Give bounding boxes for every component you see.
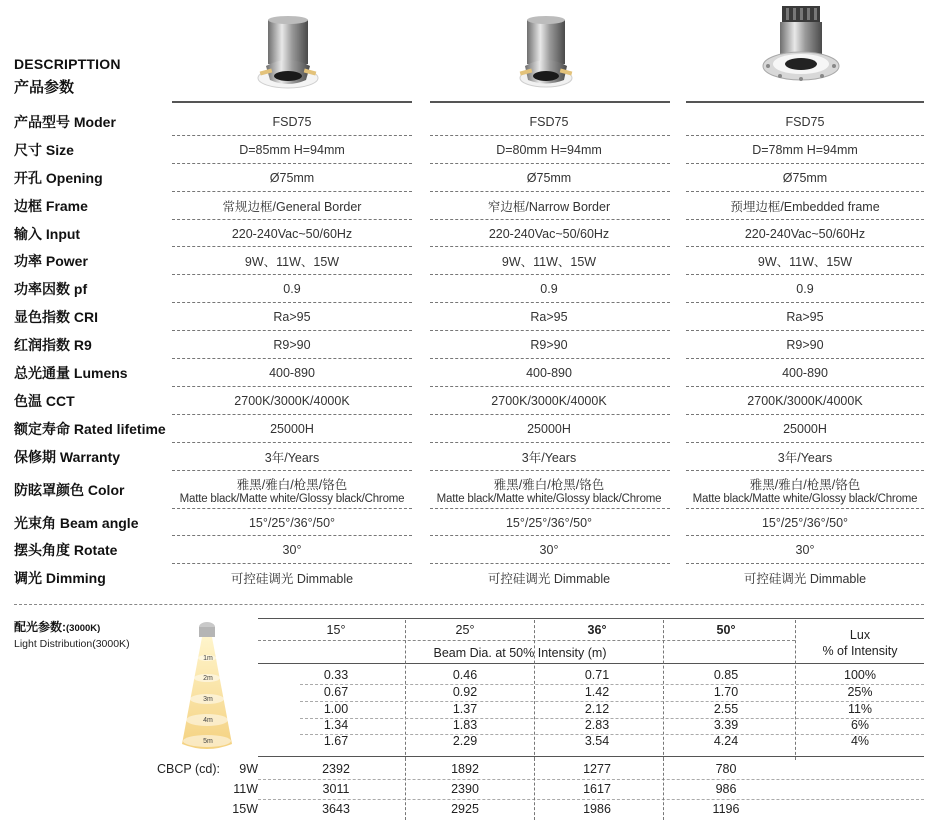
description-title-zh: 产品参数	[14, 79, 75, 96]
beam-dia-value: 1.00	[323, 702, 349, 716]
spec-label: 红润指数 R9	[14, 337, 92, 354]
spec-label: 输入 Input	[14, 225, 81, 242]
beam-dia-value: 2.55	[713, 702, 739, 716]
grid-line	[258, 640, 795, 641]
beam-dia-value: 0.85	[713, 668, 739, 682]
spec-value-text: D=85mm H=94mm	[239, 142, 345, 157]
spec-value-text: 雅黑/雅白/枪黑/铬色	[236, 477, 348, 492]
cbcp-label: CBCP (cd):	[157, 762, 220, 776]
spec-value-text: R9>90	[530, 338, 568, 353]
grid-line	[258, 663, 924, 664]
spec-label: 总光通量 Lumens	[14, 364, 128, 381]
cbcp-value: 3643	[322, 802, 350, 816]
intensity-value: 6%	[850, 718, 870, 732]
spec-value-text: 2700K/3000K/4000K	[491, 393, 607, 408]
spec-value-text: 220-240Vac~50/60Hz	[231, 226, 353, 241]
beam-dia-value: 3.39	[713, 718, 739, 732]
spec-value-text: 9W、11W、15W	[501, 255, 597, 270]
angle-header: 15°	[326, 623, 346, 637]
angle-header: 36°	[587, 623, 607, 637]
spec-value-text: Ra>95	[530, 310, 568, 325]
spec-value-text: 9W、11W、15W	[244, 255, 340, 270]
spec-value-text: 220-240Vac~50/60Hz	[744, 226, 866, 241]
spec-label: 摆头角度 Rotate	[14, 542, 118, 559]
grid-line	[258, 756, 924, 757]
spec-label: 尺寸 Size	[14, 141, 74, 158]
angle-header: 50°	[716, 623, 736, 637]
grid-line	[663, 620, 664, 760]
spec-value-text: 30°	[282, 543, 302, 558]
spec-label: 光束角 Beam angle	[14, 514, 139, 531]
cbcp-value: 780	[715, 762, 737, 776]
lux-label: Lux	[849, 628, 871, 642]
spec-value-text: 3年/Years	[777, 450, 833, 465]
spec-value-text: 25000H	[527, 421, 571, 436]
spec-value-text: D=80mm H=94mm	[496, 142, 602, 157]
beam-dia-value: 1.83	[452, 718, 478, 732]
spec-label: 功率 Power	[14, 253, 88, 270]
beam-dia-value: 1.70	[713, 685, 739, 699]
cbcp-value: 2390	[451, 782, 479, 796]
spec-label: 功率因数 pf	[14, 281, 88, 298]
distance-label: 3m	[203, 696, 213, 703]
grid-line	[405, 620, 406, 760]
spec-label: 色温 CCT	[14, 392, 75, 409]
beam-dia-value: 1.37	[452, 702, 478, 716]
distance-label: 1m	[203, 655, 213, 662]
beam-dia-value: 2.12	[584, 702, 610, 716]
beam-dia-value: 1.42	[584, 685, 610, 699]
cbcp-value: 1617	[583, 782, 611, 796]
light-distribution-title-zh: 配光参数:	[14, 620, 66, 634]
cbcp-power: 11W	[233, 782, 258, 796]
beam-dia-label: Beam Dia. at 50% Intensity (m)	[433, 646, 607, 660]
grid-line	[534, 758, 535, 820]
spec-value-text: Ra>95	[273, 310, 311, 325]
intensity-value: 11%	[847, 702, 873, 716]
beam-dia-value: 0.92	[452, 685, 478, 699]
spec-value-text: 9W、11W、15W	[757, 255, 853, 270]
beam-dia-value: 0.33	[323, 668, 349, 682]
grid-line	[663, 758, 664, 820]
intensity-value: 25%	[847, 685, 873, 699]
spec-value-text: 400-890	[782, 365, 828, 380]
spec-value-text: 15°/25°/36°/50°	[248, 515, 336, 530]
cbcp-value: 2925	[451, 802, 479, 816]
light-distribution-title-note: (3000K)	[66, 623, 101, 634]
spec-label: 边框 Frame	[14, 197, 88, 214]
spec-value-text: 400-890	[526, 365, 572, 380]
spec-label: 调光 Dimming	[14, 570, 106, 587]
spec-value-text: Ø75mm	[269, 170, 315, 185]
grid-line	[258, 799, 924, 800]
spec-value-text-en: Matte black/Matte white/Glossy black/Chrome	[436, 492, 662, 505]
beam-dia-value: 3.54	[584, 734, 610, 748]
distance-label: 2m	[203, 675, 213, 682]
cbcp-value: 2392	[322, 762, 350, 776]
spec-value-text: FSD75	[785, 114, 825, 129]
spec-label: 显色指数 CRI	[14, 309, 98, 326]
spec-value-text: 15°/25°/36°/50°	[505, 515, 593, 530]
spec-value-text: 30°	[795, 543, 815, 558]
beam-dia-value: 4.24	[713, 734, 739, 748]
distance-label: 5m	[203, 738, 213, 745]
intensity-value: 100%	[844, 668, 876, 682]
cbcp-value: 1196	[712, 802, 740, 816]
cbcp-value: 1892	[451, 762, 479, 776]
spec-value-text: 3年/Years	[521, 450, 577, 465]
spec-value-text: 15°/25°/36°/50°	[761, 515, 849, 530]
spec-value-text-en: Matte black/Matte white/Glossy black/Chrome	[692, 492, 918, 505]
beam-dia-value: 1.34	[323, 718, 349, 732]
spec-value-text: 雅黑/雅白/枪黑/铬色	[493, 477, 605, 492]
angle-header: 25°	[455, 623, 475, 637]
beam-dia-value: 0.67	[323, 685, 349, 699]
spec-value-text: D=78mm H=94mm	[752, 142, 858, 157]
spec-value-text: 可控硅调光 Dimmable	[743, 572, 867, 587]
spec-value-text: 25000H	[783, 421, 827, 436]
spec-label: 额定寿命 Rated lifetime	[14, 420, 166, 437]
spec-value-text: R9>90	[273, 338, 311, 353]
grid-line	[258, 779, 924, 780]
cbcp-power: 9W	[239, 762, 258, 776]
cbcp-value: 986	[715, 782, 737, 796]
spec-value-text: Ra>95	[786, 310, 824, 325]
spec-value-text: Ø75mm	[782, 170, 828, 185]
beam-dia-value: 2.29	[452, 734, 478, 748]
intensity-value: 4%	[850, 734, 870, 748]
beam-dia-value: 1.67	[323, 734, 349, 748]
beam-dia-value: 2.83	[584, 718, 610, 732]
spec-value-text: 0.9	[796, 282, 814, 297]
spec-value-text: 25000H	[270, 421, 314, 436]
cbcp-value: 1986	[583, 802, 611, 816]
spec-value-text: 可控硅调光 Dimmable	[230, 572, 354, 587]
description-title-en: DESCRIPTTION	[14, 56, 121, 72]
spec-value-text: 3年/Years	[264, 450, 320, 465]
spec-value-text: 常规边框/General Border	[222, 199, 362, 214]
grid-line	[258, 618, 924, 619]
spec-value-text: 0.9	[283, 282, 301, 297]
spec-value-text: 2700K/3000K/4000K	[747, 393, 863, 408]
spec-value-text: 雅黑/雅白/枪黑/铬色	[749, 477, 861, 492]
distance-label: 4m	[203, 717, 213, 724]
spec-value-text: 400-890	[269, 365, 315, 380]
spec-value-text: 可控硅调光 Dimmable	[487, 572, 611, 587]
spec-value-text: 预埋边框/Embedded frame	[730, 199, 880, 214]
cbcp-value: 3011	[322, 782, 350, 796]
spec-value-text: Ø75mm	[526, 170, 572, 185]
spec-value-text: FSD75	[529, 114, 569, 129]
spec-value-text: R9>90	[786, 338, 824, 353]
spec-value-text: 30°	[539, 543, 559, 558]
spec-value-text: 220-240Vac~50/60Hz	[488, 226, 610, 241]
grid-line	[534, 620, 535, 760]
spec-value-text-en: Matte black/Matte white/Glossy black/Chrome	[179, 492, 405, 505]
spec-value-text: 窄边框/Narrow Border	[487, 199, 611, 214]
spec-label: 产品型号 Moder	[14, 113, 116, 130]
spec-label: 保修期 Warranty	[14, 448, 121, 465]
beam-dia-value: 0.71	[584, 668, 610, 682]
spec-value-text: FSD75	[272, 114, 312, 129]
grid-line	[405, 758, 406, 820]
intensity-label: % of Intensity	[822, 644, 898, 658]
beam-dia-value: 0.46	[452, 668, 478, 682]
grid-line	[795, 620, 796, 760]
cbcp-value: 1277	[583, 762, 611, 776]
light-distribution-title-en: Light Distribution(3000K)	[14, 638, 130, 650]
spec-label: 防眩罩颜色 Color	[14, 481, 125, 498]
spec-label: 开孔 Opening	[14, 169, 103, 186]
cbcp-power: 15W	[232, 802, 258, 816]
spec-value-text: 2700K/3000K/4000K	[234, 393, 350, 408]
spec-value-text: 0.9	[540, 282, 558, 297]
